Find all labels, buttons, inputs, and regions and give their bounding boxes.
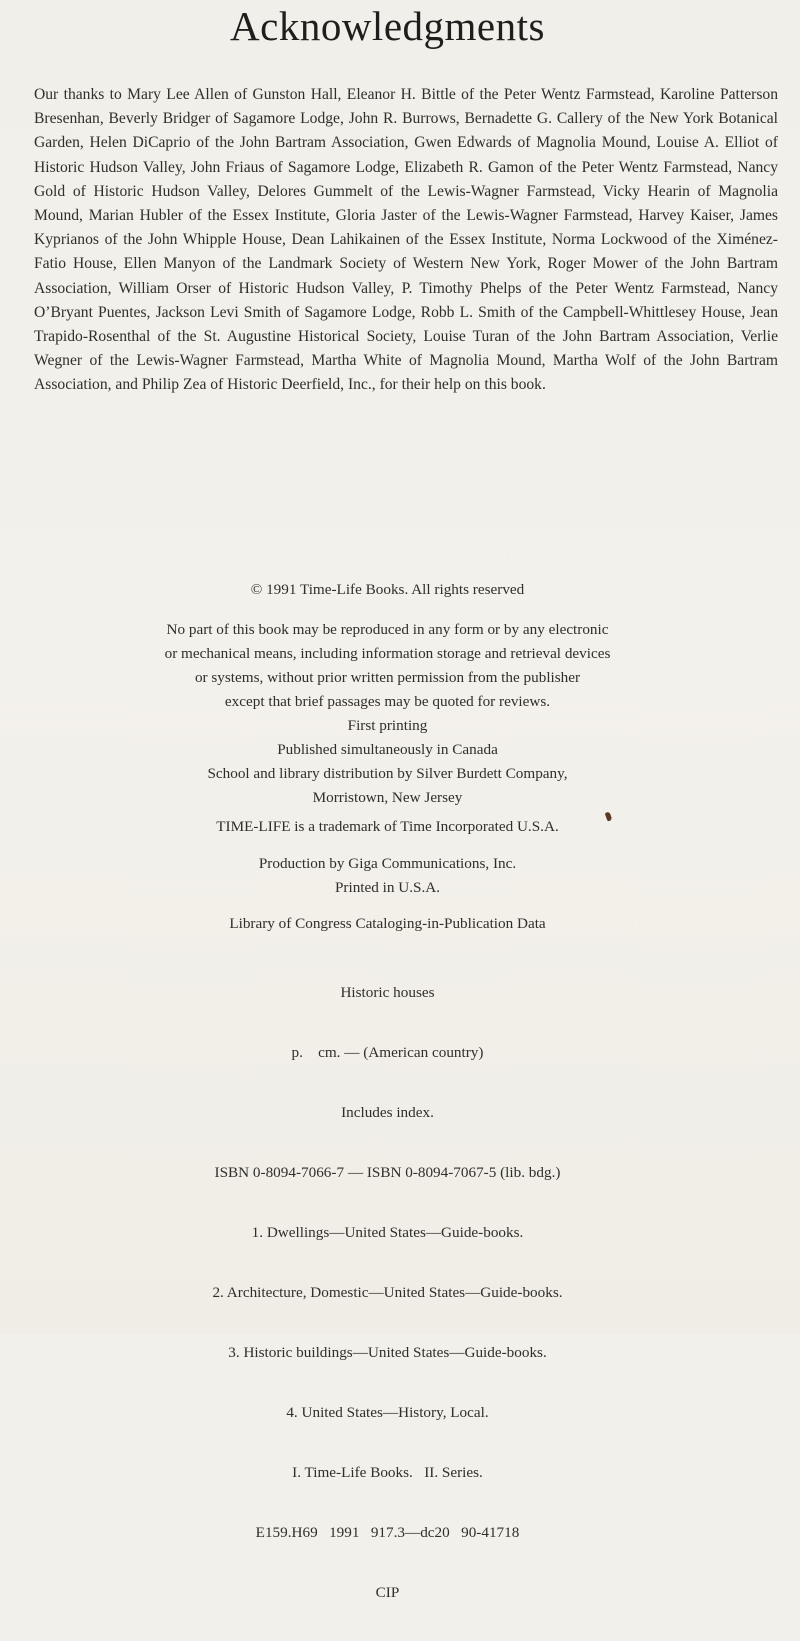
published-line: Published simultaneously in Canada — [277, 741, 498, 758]
production-block — [0, 852, 775, 900]
cip-line: ISBN 0-8094-7066-7 — ISBN 0-8094-7067-5 (lib. bdg.) — [214, 1164, 561, 1181]
rights-block — [0, 618, 775, 810]
cip-line: I. Time-Life Books. II. Series. — [292, 1464, 483, 1481]
cip-line: Historic houses — [340, 984, 435, 1001]
distribution-location-line: Morristown, New Jersey — [312, 789, 463, 806]
printing-line: First printing — [347, 717, 428, 734]
distribution-line: School and library distribution by Silver Burdett Company, — [207, 765, 568, 782]
cip-line: CIP — [375, 1584, 400, 1601]
copyright-notice — [0, 578, 775, 602]
cip-header-line: Library of Congress Cataloging-in-Publication Data — [229, 915, 546, 932]
cip-line: 4. United States—History, Local. — [286, 1404, 489, 1421]
trademark-line: TIME-LIFE is a trademark of Time Incorporated U.S.A. — [216, 818, 559, 835]
rights-line: or mechanical means, including information storage and retrieval devices — [164, 645, 611, 662]
trademark-notice — [0, 815, 775, 839]
printed-line: Printed in U.S.A. — [334, 879, 441, 896]
cip-line: E159.H69 1991 917.3—dc20 90-41718 — [255, 1524, 520, 1541]
rights-line: No part of this book may be reproduced in any form or by any electronic — [166, 621, 609, 638]
cip-line: p. cm. — (American country) — [291, 1044, 484, 1061]
cip-line: 2. Architecture, Domestic—United States—Guide-books. — [212, 1284, 563, 1301]
cip-line: Includes index. — [341, 1104, 434, 1121]
cip-line: 3. Historic buildings—United States—Guide-books. — [228, 1344, 547, 1361]
cip-line: 1. Dwellings—United States—Guide-books. — [251, 1224, 524, 1241]
rights-line: or systems, without prior written permission from the publisher — [194, 669, 581, 686]
copyright-line: © 1991 Time-Life Books. All rights reserved — [250, 581, 525, 598]
cip-data-block — [0, 945, 775, 1641]
cip-header — [0, 912, 775, 936]
production-line: Production by Giga Communications, Inc. — [258, 855, 517, 872]
rights-line: except that brief passages may be quoted for reviews. — [224, 693, 551, 710]
page-title: Acknowledgments — [230, 3, 545, 49]
acknowledgments-paragraph: Our thanks to Mary Lee Allen of Gunston Hall, Eleanor H. Bittle of the Peter Wentz Farmstead, Karoline Patterson Bresenhan, Beverly Bridger of Sagamore Lodge, John R. Burrows, Bernadette G. Callery of the New York Botanical Garden, Helen DiCaprio of the John Bartram Association, Gwen Edwards of Magnolia Mound, Louise A. Elliot of Historic Hudson Valley, John Friaus of Sagamore Lodge, Elizabeth R. Gamon of the Peter Wentz Farmstead, Nancy Gold of Historic Hudson Valley, Delores Gummelt of the Lewis-Wagner Farmstead, Vicky Hearin of Magnolia Mound, Marian Hubler of the Essex Institute, Gloria Jaster of the Lewis-Wagner Farmstead, Harvey Kaiser, James Kyprianos of the John Whipple House, Dean Lahikainen of the Essex Institute, Norma Lockwood of the Ximénez-Fatio House, Ellen Manyon of the Landmark Society of Western New York, Roger Mower of the John Bartram Association, William Orser of Historic Hudson Valley, P. Timothy Phelps of the Peter Wentz Farmstead, Nancy O’Bryant Puentes, Jackson Levi Smith of Sagamore Lodge, Robb L. Smith of the Campbell-Whittlesey House, Jean Trapido-Rosenthal of the St. Augustine Historical Society, Louise Turan of the John Bartram Association, Verlie Wegner of the Lewis-Wagner Farmstead, Martha White of Magnolia Mound, Martha Wolf of the John Bartram Association, and Philip Zea of Historic Deerfield, Inc., for their help on this book. — [34, 86, 778, 394]
